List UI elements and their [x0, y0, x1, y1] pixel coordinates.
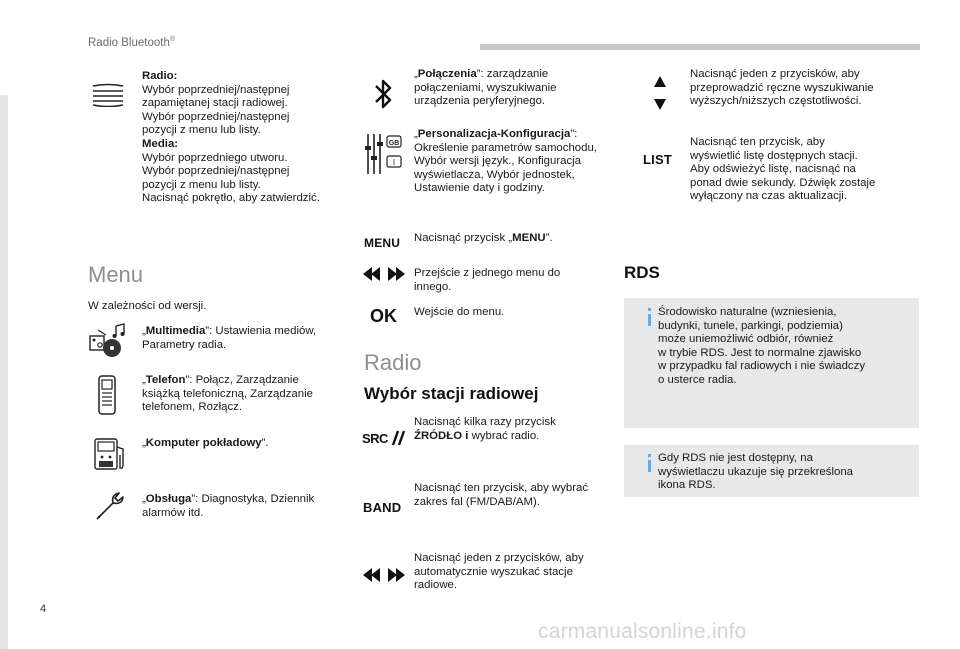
wrench-icon [92, 488, 128, 524]
header-title: Radio Bluetooth® [88, 36, 176, 49]
info-icon [648, 308, 651, 311]
phone-description: „Telefon”: Połącz, Zarządzanie książką telefoniczną, Zarządzanie telefonem, Rozłącz. [142, 374, 313, 414]
rds-unavailable-info-box [624, 445, 919, 497]
connections-description: „Połączenia”: zarządzanie połączeniami, wyszukiwanie urządzenia peryferyjnego. [414, 68, 557, 108]
multimedia-description: „Multimedia”: Ustawienia mediów, Parametry radia. [142, 325, 317, 351]
ok-description: Wejście do menu. [414, 306, 505, 318]
list-scroll-icon [90, 82, 126, 108]
menu-section-title: Menu [88, 262, 144, 287]
menu-button: MENU [364, 236, 401, 250]
band-button: BAND [363, 500, 402, 515]
radio-media-description: Radio: Wybór poprzedniej/następnej zapamiętanej stacji radiowej. Wybór poprzedniej/następnej pozycji z menu lub listy. Media: Wybór poprzedniego utworu. Wybór poprzedniej/następnej pozycji z menu lub listy. Nacisnąć pokrętło, aby zatwierdzić. [142, 70, 320, 205]
left-right-arrows-icon [363, 266, 405, 282]
watermark: carmanualsonline.info [538, 620, 747, 643]
src-button: SRC [362, 430, 405, 446]
menu-press-description: Nacisnąć przycisk „MENU”. [414, 232, 553, 244]
list-description: Nacisnąć ten przycisk, aby wyświetlić listę dostępnych stacji. Aby odświeżyć listę, nacisnąć na ponad dwie sekundy. Dźwięk zostaje wyłączony na czas aktualizacji. [690, 136, 876, 203]
station-selection-title: Wybór stacji radiowej [364, 384, 539, 403]
personalization-description: „Personalizacja-Konfiguracja”: Określenie parametrów samochodu, Wybór wersji język., Konfiguracja wyświetlacza, Wybór jednostek, Ustawienie daty i godziny. [414, 128, 597, 195]
rds-info-box [624, 298, 919, 428]
list-button: LIST [643, 152, 672, 167]
auto-search-description: Nacisnąć jeden z przycisków, aby automatycznie wyszukać stacje radiowe. [414, 552, 584, 592]
rds-info-text: Środowisko naturalne (wzniesienia, budynki, tunele, parkingi, podziemia) może uniemożliwić odbiór, również w trybie RDS. Jest to normalne zjawisko w przypadku fal radiowych i nie świadczy o usterce radia. [658, 306, 866, 386]
info-icon [648, 454, 651, 457]
info-icon-bar [648, 314, 651, 326]
header-rule [480, 44, 920, 50]
info-icon-bar [648, 460, 651, 472]
rds-section-title: RDS [624, 263, 660, 282]
trip-computer-icon [92, 437, 128, 471]
menu-intro: W zależności od wersji. [88, 300, 207, 312]
src-description: Nacisnąć kilka razy przycisk ŹRÓDŁO i wybrać radio. [414, 416, 556, 442]
rds-unavailable-text: Gdy RDS nie jest dostępny, na wyświetlaczu ukazuje się przekreślona ikona RDS. [658, 452, 853, 492]
page-number: 4 [40, 603, 47, 615]
service-description: „Obsługa”: Diagnostyka, Dziennik alarmów itd. [142, 493, 315, 519]
radio-section-title: Radio [364, 350, 422, 375]
bluetooth-icon [370, 76, 398, 112]
phone-icon [96, 375, 118, 415]
band-description: Nacisnąć ten przycisk, aby wybrać zakres fal (FM/DAB/AM). [414, 482, 589, 508]
multimedia-icon [88, 322, 128, 358]
svg-text:GB: GB [388, 140, 400, 147]
trip-computer-description: „Komputer pokładowy”. [142, 437, 269, 449]
src-slash-icon [389, 430, 405, 446]
settings-sliders-icon [364, 132, 404, 176]
up-down-arrows-icon [650, 74, 670, 112]
arrows-description: Przejście z jednego menu do innego. [414, 267, 561, 293]
manual-search-description: Nacisnąć jeden z przycisków, aby przeprowadzić ręczne wyszukiwanie wyższych/niższych częstotliwości. [690, 68, 874, 108]
auto-search-arrows-icon [363, 567, 405, 583]
ok-button: OK [370, 306, 397, 326]
svg-text:I: I [392, 158, 396, 167]
page-side-stripe [0, 95, 8, 649]
